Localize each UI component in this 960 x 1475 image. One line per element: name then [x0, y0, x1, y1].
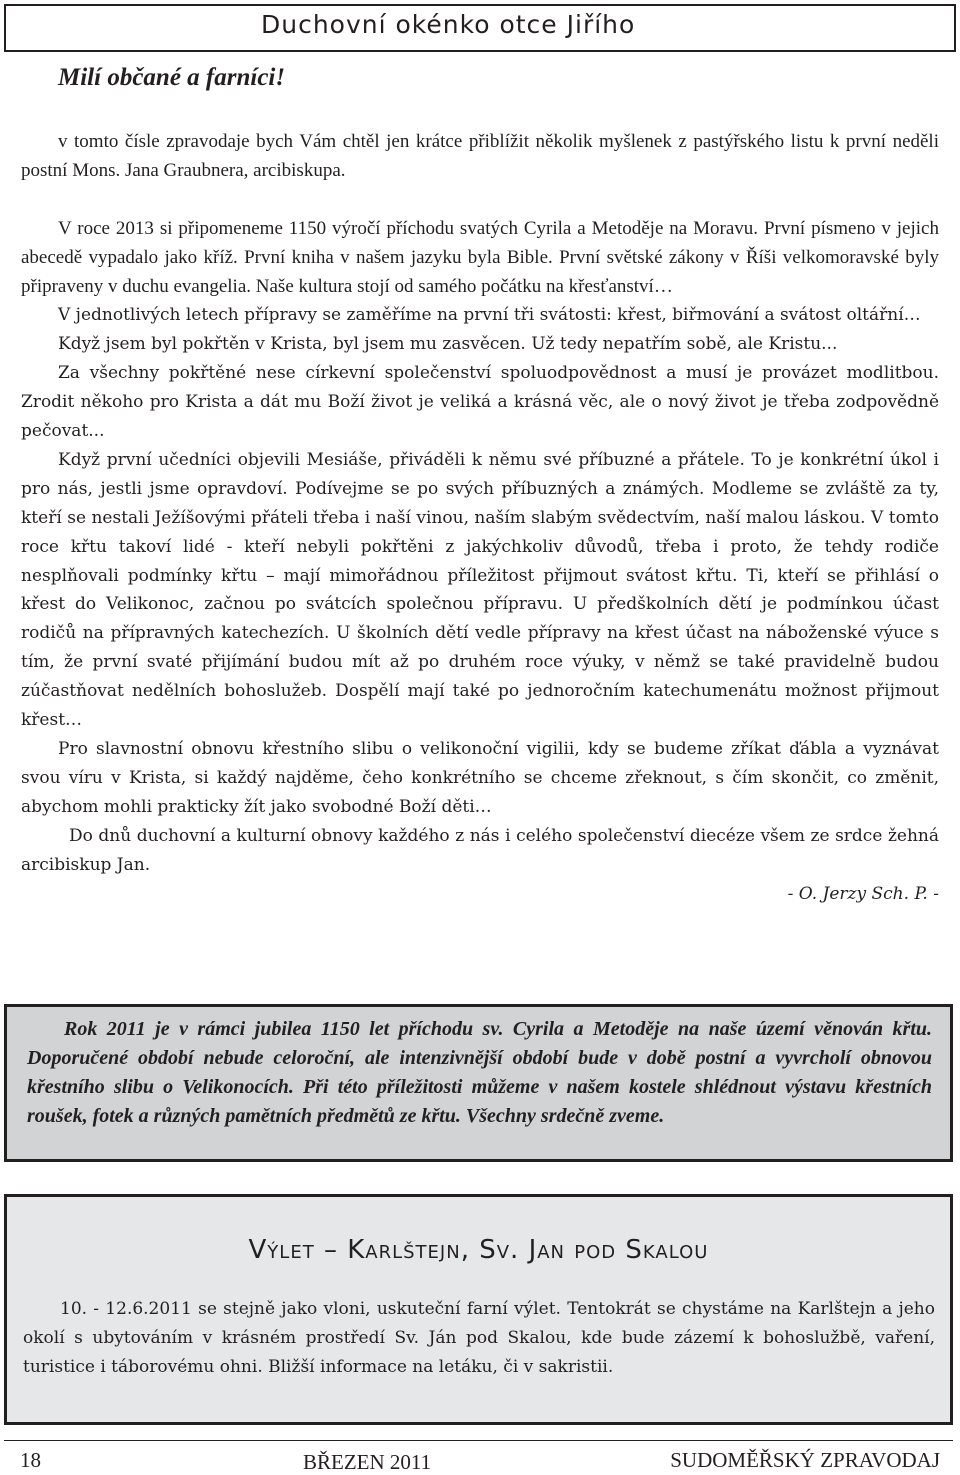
article-body [21, 128, 939, 908]
jubilee-notice-box [4, 1004, 953, 1162]
publication-name: SUDOMĚŘSKÝ ZPRAVODAJ [670, 1448, 940, 1472]
issue-date: BŘEZEN 2011 [303, 1450, 432, 1474]
article-paragraph-community: Za všechny pokřtěné nese církevní společenství spoluodpovědnost a musí je provázet modlitbou. Zrodit někoho pro Krista a dát mu Boží život je veliká a krásná věc, ale o nový život je třeba zodpovědně pečovat... [21, 363, 939, 442]
trip-title: Výlet – Karlštejn, Sv. Jan pod Skalou [248, 1235, 709, 1265]
greeting: Milí občané a farníci! [58, 64, 286, 91]
article-paragraph-blessing: Do dnů duchovní a kulturní obnovy každého z nás i celého společenství diecéze všem ze srdce žehná arcibiskup Jan. [21, 825, 939, 875]
article-paragraph-sacraments: V jednotlivých letech přípravy se zaměříme na první tři svátosti: křest, biřmování a svátost oltářní… [58, 305, 921, 326]
article-paragraph-cyril-methodius: V roce 2013 si připomeneme 1150 výročí příchodu svatých Cyrila a Metoděje na Moravu. První písmeno v jejich abecedě vypadalo jako kříž. První kniha v našem jazyku byla Bible. První světské zákony v Říši velkomoravské byly připraveny v duchu evangelia. Naše kultura stojí od samého počátku na křesťanství… [21, 217, 939, 297]
article-signature: - O. Jerzy Sch. P. - [787, 883, 939, 904]
footer-divider [4, 1440, 953, 1441]
trip-announcement-box [4, 1194, 953, 1425]
jubilee-notice-text: Rok 2011 je v rámci jubilea 1150 let příchodu sv. Cyrila a Metoděje na naše území věnován křtu. Doporučené období nebude celoroční, ale intenzivnější období bude v době postní a vyvrcholí obnovou křestního slibu o Velikonocích. Při této příležitosti můžeme v našem kostele shlédnout výstavu křestních roušek, fotek a různých pamětních předmětů ze křtu. Všechny srdečně zveme. [27, 1018, 932, 1127]
column-title: Duchovní okénko otce Jiřího [261, 10, 636, 39]
page-number: 18 [20, 1448, 41, 1472]
article-paragraph-baptized: Když jsem byl pokřtěn v Krista, byl jsem mu zasvěcen. Už tedy nepatřím sobě, ale Kristu... [58, 334, 838, 355]
column-header-box [4, 4, 956, 52]
article-paragraph-intro: v tomto čísle zpravodaje bych Vám chtěl jen krátce přiblížit několik myšlenek z pastýřského listu k první neděli postní Mons. Jana Graubnera, arcibiskupa. [21, 131, 939, 181]
article-paragraph-disciples: Když první učedníci objevili Mesiáše, přiváděli k němu své příbuzné a přátele. To je konkrétní úkol i pro nás, jestli jsme opravdoví. Podívejme se po svých příbuzných a známých. Modleme se zvláště za ty, kteří se nestali Ježíšovými přáteli třeba i naší vinou, naším slabým svědectvím, naší malou láskou. V tomto roce křtu takoví lidé - kteří nebyli pokřtěni z jakýchkoliv důvodů, třeba i proto, že tehdy rodiče nesplňovali podmínky křtu – mají mimořádnou příležitost přijmout svátost křtu. Ti, kteří se přihlásí o křest do Velikonoc, začnou po svátcích společnou přípravu. U předškolních dětí je podmínkou účast rodičů na přípravných katechezích. U školních dětí vedle přípravy na křest účast na náboženské výuce s tím, že první svaté přijímání budou mít až po druhém roce výuky, v němž se také pravidelně budou zúčastňovat nedělních bohoslužeb. Dospělí mají také po jednoročním katechumenátu možnost přijmout křest… [21, 449, 939, 731]
article-paragraph-vigil: Pro slavnostní obnovu křestního slibu o velikonoční vigilii, kdy se budeme zříkat ďábla a vyznávat svou víru v Krista, si každý najděme, čeho konkrétního se chceme zřeknout, s čím skončit, co změnit, abychom mohli prakticky žít jako svobodné Boží děti… [21, 739, 939, 817]
trip-text: 10. - 12.6.2011 se stejně jako vloni, uskuteční farní výlet. Tentokrát se chystáme na Karlštejn a jeho okolí s ubytováním v krásném prostředí Sv. Ján pod Skalou, kde bude zázemí k bohoslužbě, vaření, turistice i táborovému ohni. Bližší informace na letáku, či v sakristii. [23, 1299, 935, 1377]
